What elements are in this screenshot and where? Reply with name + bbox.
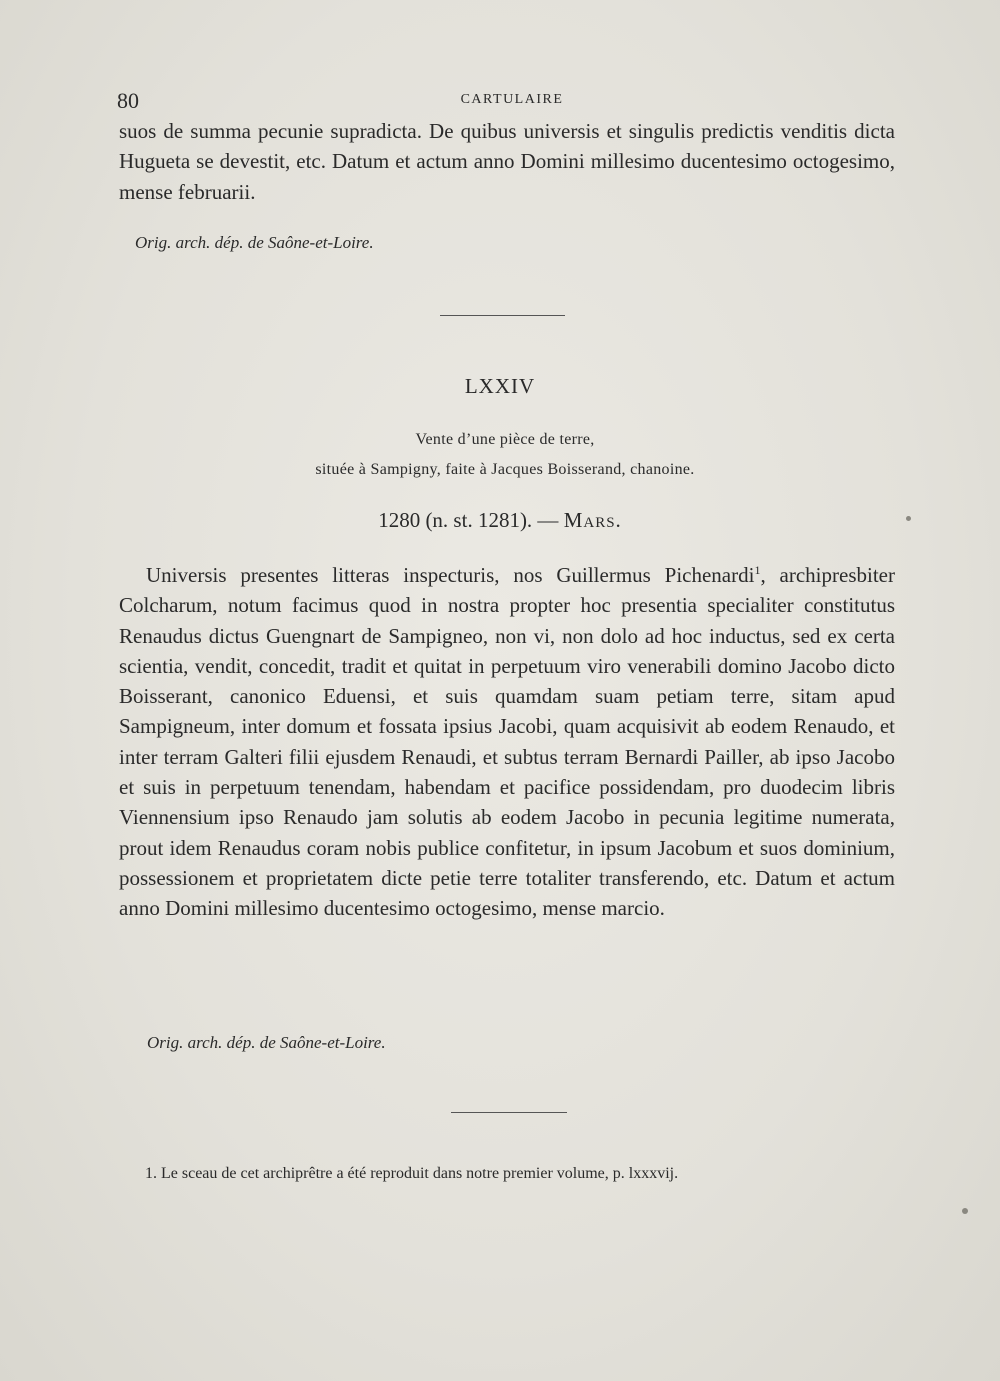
page-number: 80 bbox=[117, 88, 139, 113]
running-header bbox=[117, 88, 907, 114]
charter-summary-line-2: située à Sampigny, faite à Jacques Boisserand, chanoine. bbox=[315, 461, 695, 478]
charter-number: LXXIV bbox=[464, 374, 536, 398]
charter-text bbox=[119, 560, 895, 924]
section-divider bbox=[440, 315, 565, 316]
charter-date-month: Mars. bbox=[563, 508, 622, 532]
charter-source: Orig. arch. dép. de Saône-et-Loire. bbox=[147, 1033, 386, 1052]
charter-text-part-1: Universis presentes litteras inspecturis, nos Guillermus Pichenardi bbox=[146, 563, 755, 587]
footnote-divider bbox=[451, 1112, 567, 1113]
previous-charter-source: Orig. arch. dép. de Saône-et-Loire. bbox=[135, 233, 374, 252]
charter-summary-line-1: Vente d’une pièce de terre, bbox=[415, 431, 595, 448]
charter-text-part-2: , archipresbiter Colcharum, notum facimus quod in nostra propter hoc presentia specialiter constitutus Renaudus dictus Guengnart de Sampigneo, non vi, non dolo ad hoc inductus, sed ex certa scientia, vendit, concedit, tradit et quitat in perpetuum viro venerabili domino Jacobo dicto Boisserant, canonico Eduensi, et suis quamdam suam petiam terre, sitam apud Sampigneum, inter domum et fossata ipsius Jacobi, quam acquisivit ab eodem Renaudo, et inter terram Galteri filii ejusdem Renaudi, et subtus terram Bernardi Pailler, ab ipso Jacobo et suis in perpetuum tenendam, habendam et pacifice possidendam, pro duodecim libris Viennensium ipso Renaudo jam solutis ab eodem Jacobo in pecunia legitime numerata, prout idem Renaudus coram nobis publice confitetur, in ipsum Jacobum et suos dominium, possessionem et proprietatem dicte petie terre totaliter transferendo, etc. Datum et actum anno Domini millesimo ducentesimo octogesimo, mense marcio. bbox=[119, 563, 895, 921]
paper-speck bbox=[962, 1208, 968, 1214]
charter-date bbox=[0, 508, 1000, 533]
footnote: 1. Le sceau de cet archiprêtre a été reproduit dans notre premier volume, p. lxxxvij. bbox=[145, 1165, 679, 1182]
running-title: CARTULAIRE bbox=[460, 92, 564, 107]
previous-charter-continuation: suos de summa pecunie supradicta. De quibus universis et singulis predictis venditis dicta Hugueta se devestit, etc. Datum et actum anno Domini millesimo ducentesimo octogesimo, mense februarii. bbox=[119, 119, 895, 204]
footnote-reference: 1 bbox=[754, 563, 761, 577]
charter-summary bbox=[120, 425, 890, 485]
paper-speck bbox=[906, 516, 911, 521]
charter-date-year: 1280 (n. st. 1281). — bbox=[378, 508, 564, 532]
